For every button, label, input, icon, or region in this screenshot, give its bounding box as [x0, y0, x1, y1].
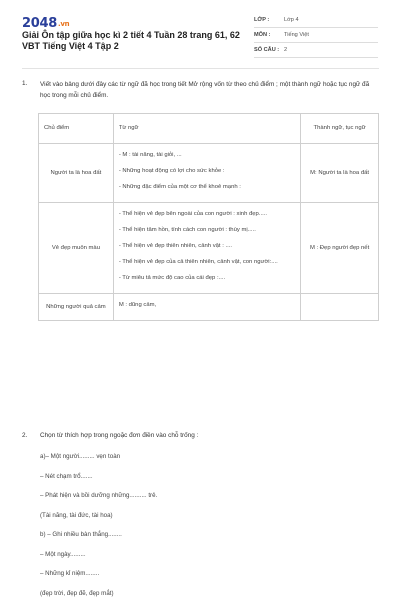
- word-item: - M : tài năng, tài giỏi, ...: [118, 152, 182, 158]
- answer-line: (Tài năng, tài đức, tài hoa): [40, 511, 113, 519]
- word-item: - Thể hiện tâm hồn, tính cách con người : thùy mị.....: [118, 227, 256, 233]
- word-item: - Thể hiện vẻ đẹp thiên nhiên, cảnh vật : ....: [118, 243, 233, 249]
- meta-key: LỚP :: [254, 17, 270, 23]
- meta-value: 2: [284, 47, 288, 53]
- logo-suffix: .vn: [57, 20, 70, 28]
- answer-line: – Phát hiện và bồi dưỡng những.......... trẻ.: [40, 492, 158, 499]
- question-text: Viết vào bảng dưới đây các từ ngữ đã học trong tiết Mở rộng vốn từ theo chủ điểm ; một thành ngữ hoặc tục ngữ đã học trong mỗi chủ điểm.: [40, 81, 370, 99]
- topic-cell: Vẻ đẹp muôn màu: [39, 203, 114, 294]
- word-item: - Thể hiện vẻ đẹp bên ngoài của con người : xinh đẹp.....: [118, 211, 268, 217]
- word-item: - Những đặc điểm của một cơ thể khoẻ mạnh :: [118, 184, 241, 190]
- table-row: [39, 203, 379, 294]
- table-header-row: [39, 114, 379, 144]
- answer-line: – Một ngày.........: [40, 550, 86, 558]
- meta-value: Lớp 4: [284, 17, 299, 23]
- meta-row-count: [254, 43, 378, 58]
- table-row: [39, 294, 379, 321]
- table-header-cell: Chủ điểm: [39, 114, 114, 144]
- table-header-cell: Thành ngữ, tục ngữ: [301, 114, 379, 144]
- word-item: - Thể hiện vẻ đẹp của cả thiên nhiên, cảnh vật, con người:....: [118, 259, 278, 265]
- words-cell: [113, 144, 300, 203]
- topic-cell: Người ta là hoa đất: [39, 144, 114, 203]
- meta-row-class: [254, 13, 378, 28]
- answer-line: – Nét chạm trổ.......: [40, 472, 93, 480]
- words-cell: [113, 294, 300, 321]
- header-divider: [22, 68, 379, 69]
- meta-key: SỐ CÂU :: [254, 47, 280, 53]
- question-number: 1.: [22, 80, 28, 87]
- word-item: - Những hoạt động có lợi cho sức khỏe :: [118, 168, 225, 174]
- table-row: [39, 144, 379, 203]
- question-number: 2.: [22, 432, 28, 439]
- site-logo[interactable]: [22, 16, 69, 31]
- vocabulary-table: [38, 113, 379, 321]
- word-item: M : dũng cảm,: [118, 302, 157, 308]
- page-header: [0, 0, 400, 64]
- meta-key: MÔN :: [254, 32, 271, 38]
- idiom-cell: M: Người ta là hoa đất: [301, 144, 379, 203]
- logo-text: 2048: [22, 16, 57, 31]
- meta-value: Tiếng Việt: [284, 32, 309, 38]
- idiom-cell: M : Đẹp người đẹp nết: [301, 203, 379, 294]
- idiom-cell: [301, 294, 379, 321]
- meta-row-subject: [254, 28, 378, 43]
- words-cell: [113, 203, 300, 294]
- topic-cell: Những người quả cảm: [39, 294, 114, 321]
- answer-line: – Những kỉ niệm........: [40, 570, 100, 577]
- answer-line: (đẹp trời, đẹp đẽ, đẹp mắt): [40, 589, 114, 597]
- answer-lines: [40, 452, 370, 600]
- table-header-cell: Từ ngữ: [113, 114, 300, 144]
- word-item: - Từ miêu tả mức độ cao của cái đẹp :....: [118, 275, 226, 281]
- meta-info: [254, 13, 378, 58]
- question-text: Chọn từ thích hợp trong ngoặc đơn điền vào chỗ trống :: [40, 432, 199, 439]
- answer-line: a)– Một người......... vẹn toàn: [40, 453, 121, 460]
- page-title: Giải Ôn tập giữa học kì 2 tiết 4 Tuần 28 trang 61, 62 VBT Tiếng Việt 4 Tập 2: [22, 30, 240, 51]
- answer-line: b) – Ghi nhiều bàn thắng........: [40, 531, 122, 538]
